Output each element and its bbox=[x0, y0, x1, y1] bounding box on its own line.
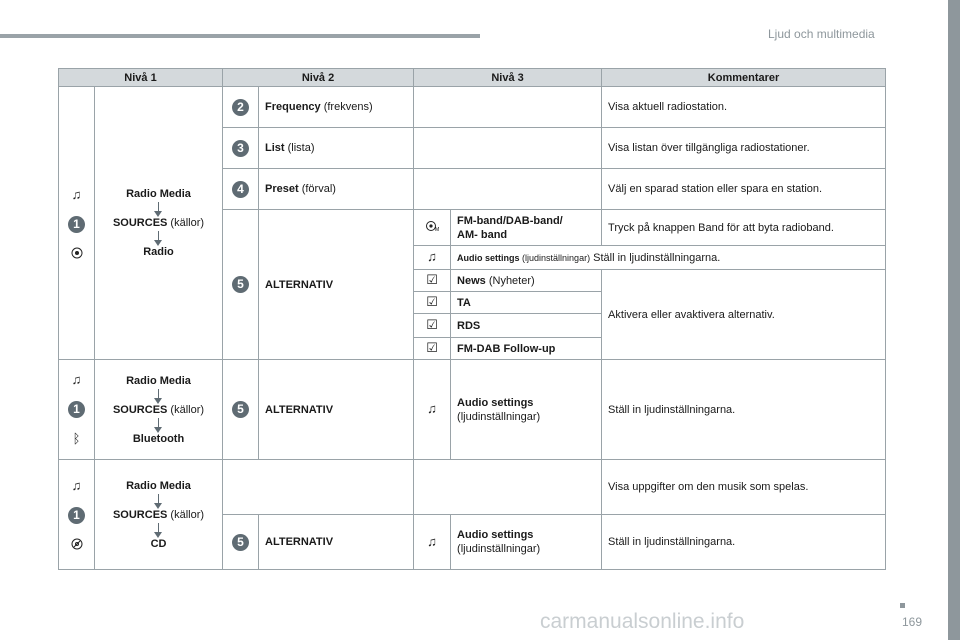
music-note-icon: ♫ bbox=[71, 372, 82, 387]
menu-fm-band-line2: AM- band bbox=[457, 228, 508, 241]
menu-alternativ: ALTERNATIV bbox=[259, 515, 414, 570]
source-radio: Radio bbox=[143, 246, 174, 258]
bt-icons-cell bbox=[59, 360, 95, 460]
source-radio-media: Radio Media bbox=[126, 374, 191, 387]
cd-icon bbox=[71, 538, 83, 550]
music-note-icon: ♫ bbox=[427, 401, 437, 416]
radio-icons-cell bbox=[59, 87, 95, 360]
source-sources: SOURCES bbox=[112, 403, 168, 416]
checkbox-icon: ☑ bbox=[426, 317, 438, 332]
svg-text:M: M bbox=[435, 226, 440, 232]
source-sources: SOURCES bbox=[112, 217, 168, 229]
arrow-down-icon bbox=[158, 523, 159, 533]
step-badge: 4 bbox=[232, 181, 249, 198]
music-note-icon: ♫ bbox=[71, 186, 82, 202]
edge-tab bbox=[948, 0, 960, 640]
menu-alternativ: ALTERNATIV bbox=[259, 360, 414, 460]
menu-preset-sv: (förval) bbox=[298, 183, 336, 195]
checkbox-icon: ☑ bbox=[426, 340, 438, 355]
comment: Ställ in ljudinställningarna. bbox=[593, 251, 721, 264]
table-row bbox=[59, 360, 886, 460]
menu-news: News bbox=[457, 274, 486, 287]
checkbox-icon: ☑ bbox=[426, 272, 438, 287]
menu-audio-settings-sv: (ljudinställningar) bbox=[519, 252, 591, 263]
comment: Visa uppgifter om den musik som spelas. bbox=[602, 460, 886, 515]
menu-preset: Preset bbox=[265, 183, 299, 195]
step-badge: 5 bbox=[232, 534, 249, 551]
arrow-down-icon bbox=[158, 418, 159, 428]
source-sources-sv: (källor) bbox=[167, 217, 205, 229]
source-radio-media: Radio Media bbox=[126, 479, 191, 492]
page-marker bbox=[900, 603, 905, 608]
step-badge: 2 bbox=[232, 99, 249, 116]
comment: Ställ in ljudinställningarna. bbox=[602, 515, 886, 570]
menu-audio-settings: Audio settings bbox=[457, 252, 520, 263]
comment: Tryck på knappen Band för att byta radioband. bbox=[602, 210, 886, 246]
source-sources-sv: (källor) bbox=[167, 403, 205, 416]
menu-rds: RDS bbox=[451, 314, 602, 338]
menu-fm-band-line1: FM-band/DAB-band/ bbox=[457, 214, 563, 227]
menu-ta: TA bbox=[451, 292, 602, 314]
radio-source-cell bbox=[95, 87, 223, 360]
table-row bbox=[59, 460, 886, 515]
music-note-icon: ♫ bbox=[427, 249, 437, 264]
step-badge: 1 bbox=[68, 507, 85, 524]
menu-list: List bbox=[265, 142, 285, 154]
menu-list-sv: (lista) bbox=[284, 142, 315, 154]
header-rule bbox=[0, 34, 480, 38]
arrow-down-icon bbox=[158, 202, 159, 212]
table-header-row bbox=[59, 69, 886, 87]
menu-table bbox=[58, 68, 886, 570]
arrow-down-icon bbox=[158, 389, 159, 399]
source-radio-media: Radio Media bbox=[126, 188, 191, 200]
music-note-icon: ♫ bbox=[71, 478, 82, 493]
menu-alternativ: ALTERNATIV bbox=[259, 210, 414, 360]
menu-audio-settings-sv: (ljudinställningar) bbox=[457, 410, 541, 423]
comment: Visa listan över tillgängliga radiostationer. bbox=[602, 128, 886, 169]
menu-frequency-sv: (frekvens) bbox=[320, 101, 373, 113]
source-bluetooth: Bluetooth bbox=[132, 432, 185, 445]
menu-audio-settings: Audio settings bbox=[457, 396, 534, 409]
menu-frequency: Frequency bbox=[265, 101, 321, 113]
bluetooth-icon: ᛒ bbox=[72, 431, 81, 446]
section-title: Ljud och multimedia bbox=[768, 27, 875, 41]
col-header-comments: Kommentarer bbox=[602, 69, 886, 87]
menu-audio-settings: Audio settings bbox=[457, 529, 534, 541]
step-badge: 5 bbox=[232, 276, 249, 293]
checkbox-icon: ☑ bbox=[426, 294, 438, 309]
watermark: carmanualsonline.info bbox=[540, 610, 745, 633]
comment: Aktivera eller avaktivera alternativ. bbox=[602, 270, 886, 360]
music-note-icon: ♫ bbox=[427, 533, 437, 549]
step-badge: 3 bbox=[232, 140, 249, 157]
comment: Visa aktuell radiostation. bbox=[602, 87, 886, 128]
arrow-down-icon bbox=[158, 231, 159, 241]
step-badge: 1 bbox=[68, 401, 85, 418]
bt-source-cell bbox=[95, 360, 223, 460]
cd-icons-cell bbox=[59, 460, 95, 570]
comment: Ställ in ljudinställningarna. bbox=[602, 360, 886, 460]
menu-audio-settings-sv: (ljudinställningar) bbox=[457, 543, 541, 555]
fm-antenna-icon bbox=[425, 220, 439, 232]
arrow-down-icon bbox=[158, 494, 159, 504]
source-sources-sv: (källor) bbox=[167, 508, 205, 521]
source-sources: SOURCES bbox=[112, 508, 168, 521]
col-header-level3: Nivå 3 bbox=[414, 69, 602, 87]
comment: Välj en sparad station eller spara en station. bbox=[602, 169, 886, 210]
col-header-level1: Nivå 1 bbox=[59, 69, 223, 87]
cd-source-cell bbox=[95, 460, 223, 570]
table-row bbox=[59, 87, 886, 128]
source-cd: CD bbox=[150, 537, 167, 550]
menu-news-sv: (Nyheter) bbox=[485, 274, 535, 287]
col-header-level2: Nivå 2 bbox=[223, 69, 414, 87]
radio-antenna-icon bbox=[71, 247, 83, 259]
menu-fm-dab-follow: FM-DAB Follow-up bbox=[451, 338, 602, 360]
page-number: 169 bbox=[902, 615, 923, 629]
step-badge: 1 bbox=[68, 216, 85, 233]
step-badge: 5 bbox=[232, 401, 249, 418]
